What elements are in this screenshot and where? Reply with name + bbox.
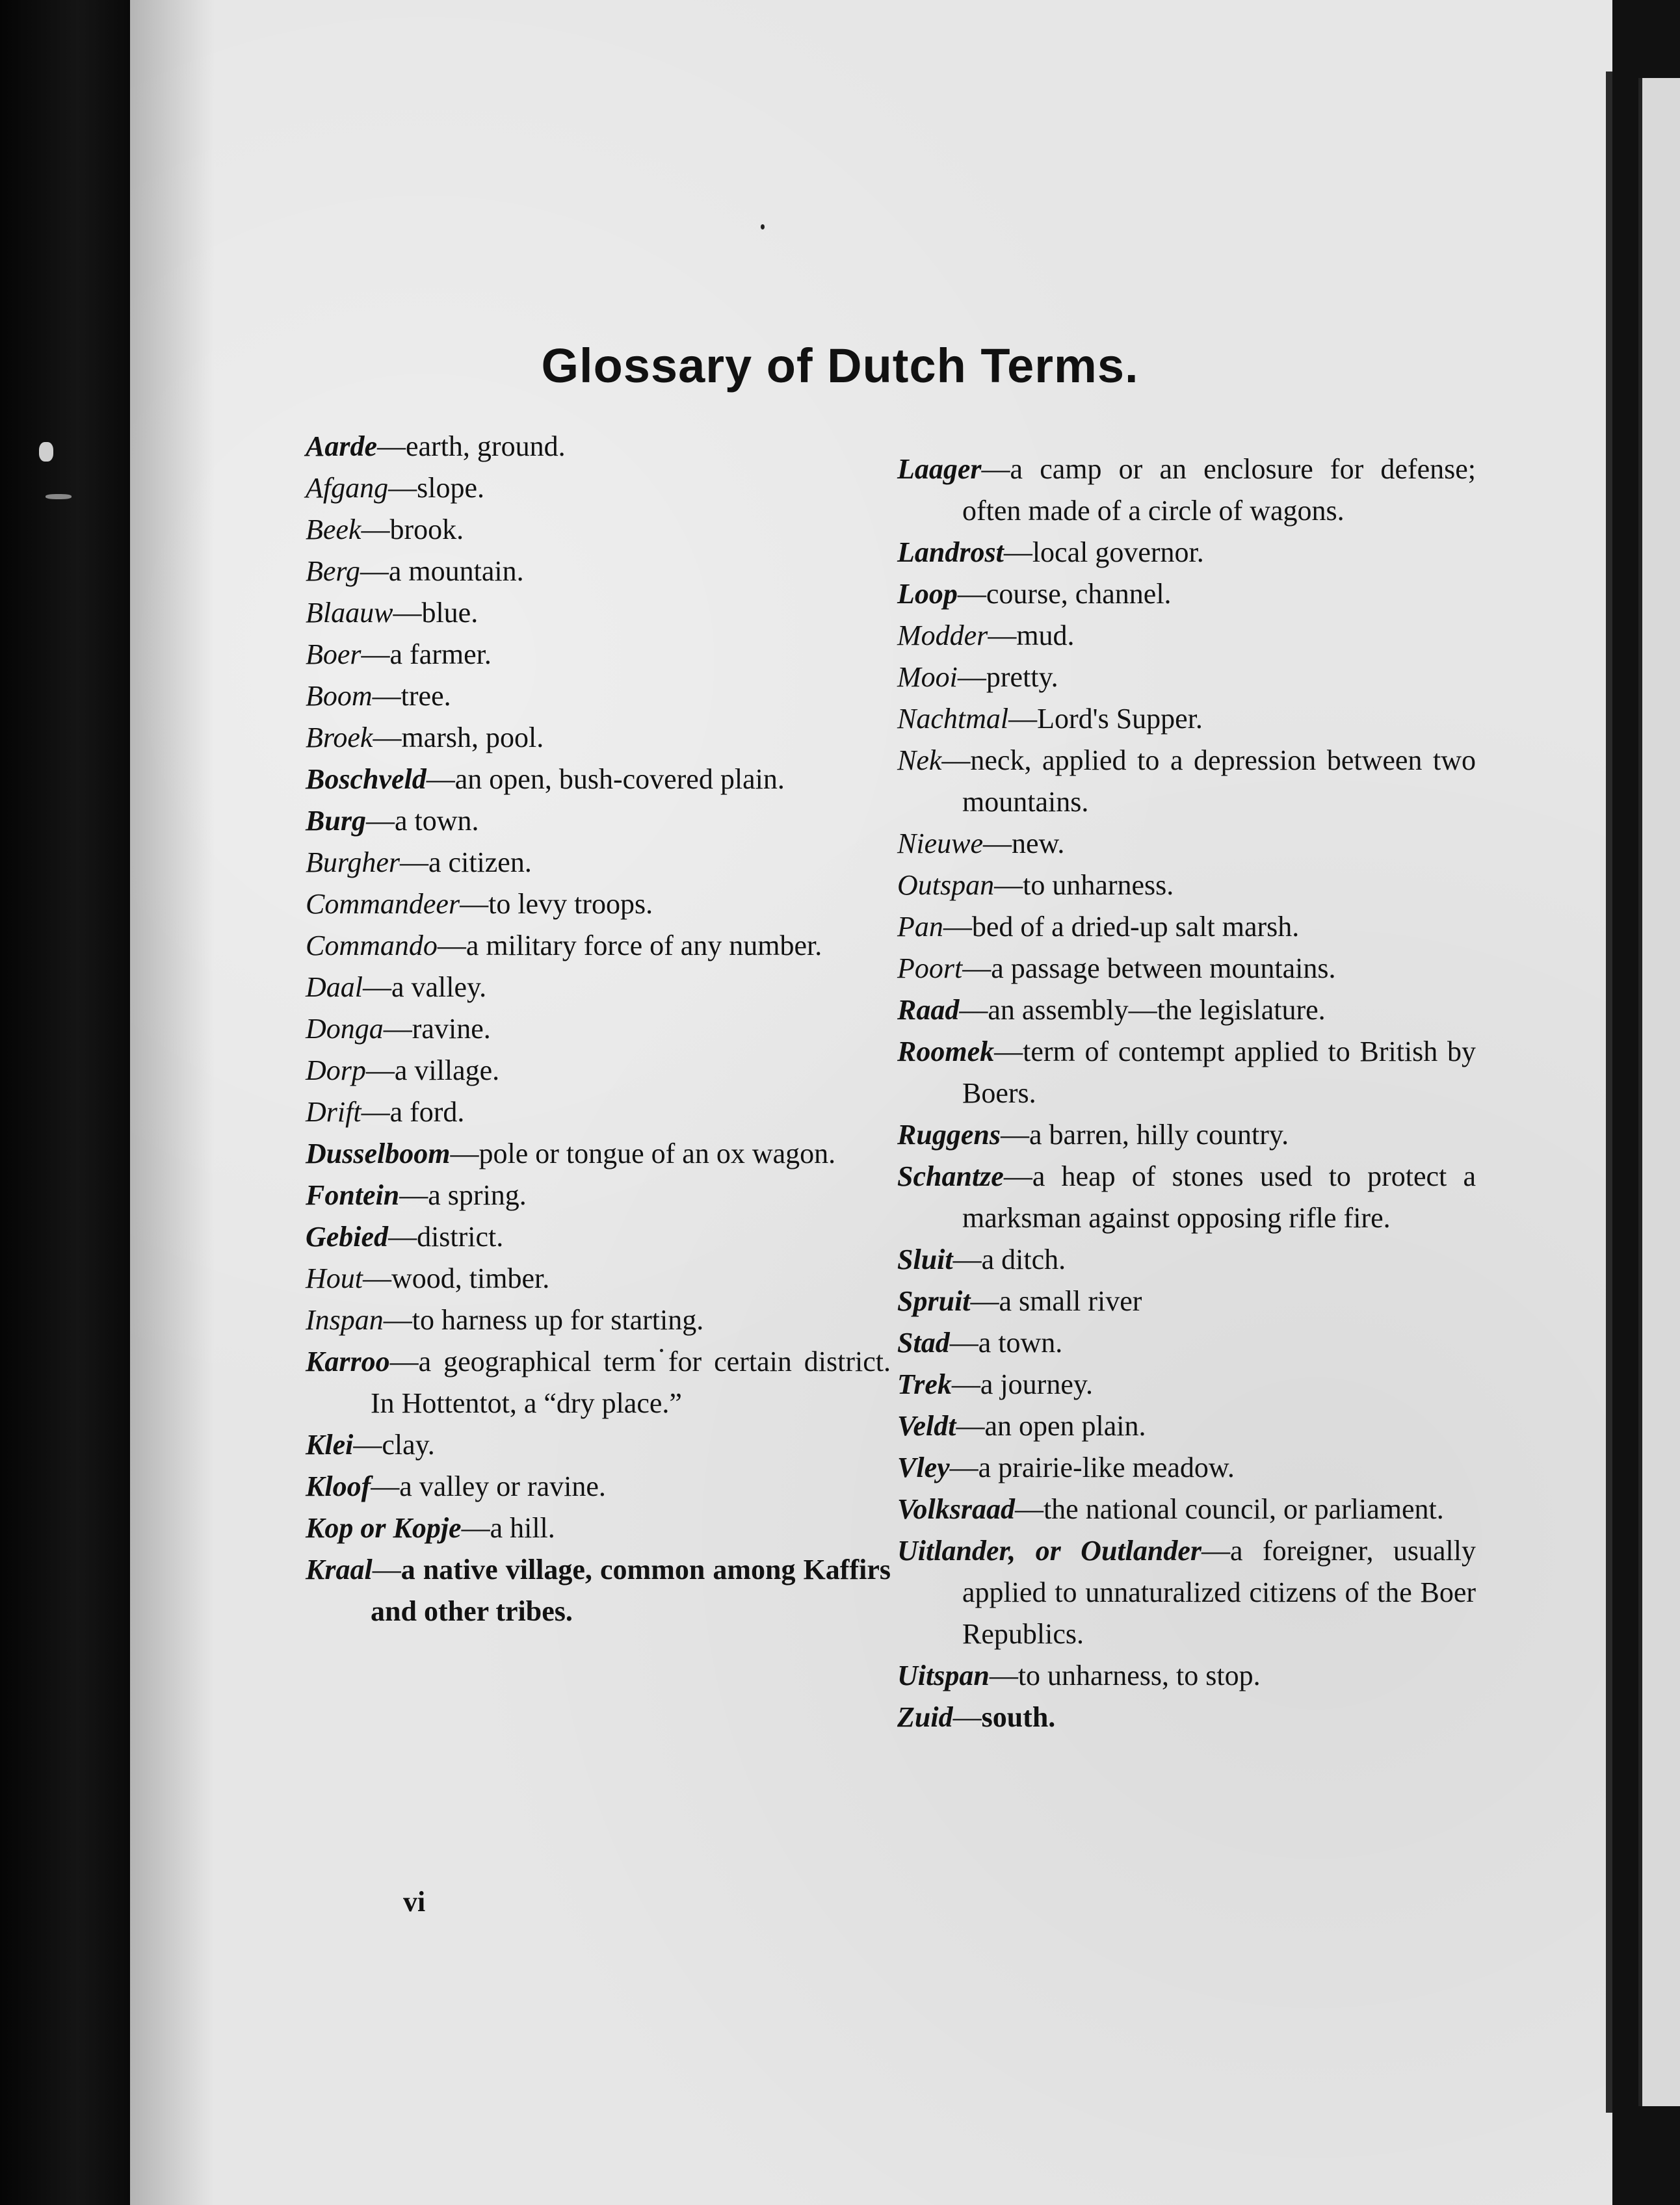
glossary-entry <box>306 1091 891 1133</box>
glossary-entry <box>897 948 1476 989</box>
entry-separator: — <box>389 1346 419 1377</box>
entry-separator: — <box>365 1054 395 1086</box>
binding-hole-mark <box>39 442 53 462</box>
entry-definition: course, channel. <box>986 578 1172 610</box>
entry-definition: wood, timber. <box>391 1262 550 1294</box>
entry-definition: a geographical term for certain district. In Hottentot, a “dry place.” <box>371 1346 891 1419</box>
entry-separator: — <box>388 1221 417 1253</box>
glossary-entry <box>897 1281 1476 1322</box>
entry-separator: — <box>941 744 971 776</box>
entry-definition: earth, ground. <box>406 430 566 462</box>
glossary-entry <box>897 1697 1476 1738</box>
glossary-entry <box>306 967 891 1008</box>
glossary-entry <box>306 1258 891 1299</box>
entry-definition: a farmer. <box>389 638 492 670</box>
entry-separator: — <box>361 1096 390 1128</box>
entry-definition: a town. <box>394 805 479 837</box>
glossary-entry <box>897 1530 1476 1655</box>
entry-definition: bed of a dried-up salt marsh. <box>971 911 1300 943</box>
entry-term: Klei <box>306 1429 354 1461</box>
entry-separator: — <box>400 846 429 878</box>
entry-definition: to unharness, to stop. <box>1017 1660 1261 1691</box>
entry-separator: — <box>365 805 395 837</box>
glossary-entry <box>897 1447 1476 1489</box>
entry-separator: — <box>970 1285 999 1317</box>
entry-definition: a prairie-like meadow. <box>978 1452 1235 1483</box>
entry-definition: district. <box>417 1221 504 1253</box>
glossary-entry <box>306 1424 891 1466</box>
entry-separator: — <box>1201 1535 1230 1567</box>
entry-term: Kraal <box>306 1554 373 1585</box>
entry-term: Veldt <box>897 1410 956 1442</box>
glossary-entry <box>306 1341 891 1424</box>
entry-separator: — <box>981 453 1010 485</box>
entry-term: Kop or Kopje <box>306 1512 462 1544</box>
entry-separator: — <box>377 430 406 462</box>
entry-term: Inspan <box>306 1304 384 1336</box>
entry-definition: a heap of stones used to protect a marksman against opposing rifle fire. <box>962 1160 1476 1234</box>
entry-term: Landrost <box>897 536 1004 568</box>
glossary-entry <box>306 759 891 800</box>
glossary-entry <box>306 925 891 967</box>
entry-separator: — <box>363 1262 391 1294</box>
glossary-entry <box>897 657 1476 698</box>
entry-term: Schantze <box>897 1160 1004 1192</box>
glossary-entry <box>897 865 1476 906</box>
glossary-entry <box>306 675 891 717</box>
entry-separator: — <box>426 763 455 795</box>
glossary-entry <box>306 426 891 467</box>
entry-separator: — <box>949 1452 978 1483</box>
entry-separator: — <box>360 555 389 587</box>
entry-separator: — <box>461 1512 490 1544</box>
entry-separator: — <box>1003 536 1032 568</box>
entry-term: Commandeer <box>306 888 460 920</box>
entry-separator: — <box>388 472 417 504</box>
entry-term: Hout <box>306 1262 363 1294</box>
glossary-entry <box>306 1299 891 1341</box>
entry-separator: — <box>373 722 402 753</box>
entry-separator: — <box>372 680 401 712</box>
entry-separator: — <box>1008 703 1038 735</box>
entry-separator: — <box>994 1036 1023 1067</box>
glossary-entry <box>897 1239 1476 1281</box>
glossary-right-column <box>897 449 1476 1738</box>
entry-term: Berg <box>306 555 360 587</box>
entry-separator: — <box>361 514 390 545</box>
entry-term: Aarde <box>306 430 377 462</box>
entry-separator: — <box>450 1138 479 1169</box>
entry-separator: — <box>962 952 991 984</box>
glossary-entry <box>897 1405 1476 1447</box>
entry-separator: — <box>949 1327 978 1359</box>
entry-term: Commando <box>306 930 438 961</box>
entry-definition: a hill. <box>490 1512 555 1544</box>
entry-term: Modder <box>897 620 988 651</box>
entry-definition: a village. <box>394 1054 500 1086</box>
entry-separator: — <box>994 869 1023 901</box>
entry-term: Fontein <box>306 1179 400 1211</box>
glossary-entry <box>897 1655 1476 1697</box>
entry-term: Burgher <box>306 846 400 878</box>
entry-term: Boschveld <box>306 763 427 795</box>
glossary-entry <box>306 1466 891 1507</box>
glossary-entry <box>306 1549 891 1632</box>
glossary-entry <box>306 800 891 842</box>
entry-term: Poort <box>897 952 963 984</box>
entry-separator: — <box>956 1410 985 1442</box>
entry-definition: marsh, pool. <box>401 722 544 753</box>
entry-definition: a small river <box>999 1285 1142 1317</box>
entry-separator: — <box>437 930 466 961</box>
entry-definition: to harness up for starting. <box>412 1304 704 1336</box>
glossary-entry <box>897 698 1476 740</box>
entry-definition: an open plain. <box>984 1410 1146 1442</box>
entry-definition: a passage between mountains. <box>991 952 1336 984</box>
entry-separator: — <box>943 911 972 943</box>
glossary-left-column <box>306 426 891 1632</box>
entry-definition: a valley or ravine. <box>399 1470 606 1502</box>
entry-definition: a barren, hilly country. <box>1029 1119 1289 1151</box>
entry-separator: — <box>361 638 390 670</box>
entry-term: Drift <box>306 1096 361 1128</box>
entry-term: Afgang <box>306 472 389 504</box>
glossary-entry <box>897 989 1476 1031</box>
entry-term: Outspan <box>897 869 995 901</box>
glossary-entry <box>306 1050 891 1091</box>
entry-term: Gebied <box>306 1221 389 1253</box>
entry-term: Blaauw <box>306 597 393 629</box>
entry-separator: — <box>952 1701 982 1733</box>
entry-definition: a ford. <box>389 1096 465 1128</box>
entry-term: Dusselboom <box>306 1138 451 1169</box>
glossary-entry <box>306 592 891 634</box>
entry-term: Sluit <box>897 1244 953 1275</box>
entry-term: Pan <box>897 911 943 943</box>
entry-definition: a foreigner, usually applied to unnaturalized citizens of the Boer Republics. <box>962 1535 1476 1650</box>
entry-definition: slope. <box>417 472 484 504</box>
glossary-entry <box>306 842 891 883</box>
entry-term: Beek <box>306 514 361 545</box>
entry-term: Spruit <box>897 1285 971 1317</box>
scan-background-left <box>0 0 130 2205</box>
entry-term: Nek <box>897 744 942 776</box>
glossary-entry <box>306 1216 891 1258</box>
entry-term: Nachtmal <box>897 703 1009 735</box>
entry-definition: a ditch. <box>981 1244 1066 1275</box>
glossary-entry <box>897 615 1476 657</box>
entry-term: Broek <box>306 722 373 753</box>
entry-term: Nieuwe <box>897 828 983 859</box>
glossary-entry <box>306 1175 891 1216</box>
entry-separator: — <box>957 661 986 693</box>
glossary-entry <box>897 740 1476 823</box>
glossary-entry <box>306 1507 891 1549</box>
entry-term: Stad <box>897 1327 950 1359</box>
entry-definition: ravine. <box>412 1013 491 1045</box>
entry-separator: — <box>353 1429 382 1461</box>
glossary-entry <box>897 1364 1476 1405</box>
page-number: vi <box>403 1886 426 1918</box>
glossary-entry <box>897 449 1476 532</box>
entry-separator: — <box>460 888 489 920</box>
entry-separator: — <box>982 828 1012 859</box>
entry-term: Roomek <box>897 1036 995 1067</box>
entry-term: Dorp <box>306 1054 366 1086</box>
entry-definition: a journey. <box>980 1368 1093 1400</box>
entry-definition: the national council, or parliament. <box>1043 1493 1444 1525</box>
entry-definition: an assembly—the legislature. <box>988 994 1326 1026</box>
page-title: Glossary of Dutch Terms. <box>541 339 1139 393</box>
entry-term: Ruggens <box>897 1119 1001 1151</box>
entry-term: Burg <box>306 805 366 837</box>
entry-definition: a native village, common among Kaffirs and other tribes. <box>371 1554 891 1627</box>
entry-separator: — <box>989 1660 1018 1691</box>
glossary-entry <box>897 532 1476 573</box>
glossary-entry <box>897 1031 1476 1114</box>
glossary-entry <box>897 573 1476 615</box>
entry-term: Mooi <box>897 661 958 693</box>
entry-definition: an open, bush-covered plain. <box>454 763 785 795</box>
entry-separator: — <box>951 1368 980 1400</box>
entry-term: Zuid <box>897 1701 953 1733</box>
entry-definition: a camp or an enclosure for defense; often made of a circle of wagons. <box>962 453 1476 527</box>
glossary-entry <box>306 1133 891 1175</box>
binding-hole-mark <box>46 494 72 499</box>
page-gutter-shadow <box>130 0 215 2205</box>
entry-definition: blue. <box>421 597 479 629</box>
entry-definition: new. <box>1011 828 1065 859</box>
entry-separator: — <box>393 597 422 629</box>
entry-separator: — <box>959 994 988 1026</box>
entry-separator: — <box>383 1013 412 1045</box>
entry-separator: — <box>383 1304 412 1336</box>
ink-speck <box>761 224 765 229</box>
entry-definition: tree. <box>400 680 451 712</box>
entry-definition: to unharness. <box>1023 869 1174 901</box>
entry-separator: — <box>1003 1160 1032 1192</box>
entry-definition: a valley. <box>391 971 487 1003</box>
entry-term: Volksraad <box>897 1493 1015 1525</box>
entry-term: Raad <box>897 994 960 1026</box>
entry-definition: a citizen. <box>428 846 532 878</box>
entry-separator: — <box>952 1244 982 1275</box>
entry-definition: term of contempt applied to British by Boers. <box>962 1036 1476 1109</box>
entry-definition: a military force of any number. <box>466 930 822 961</box>
glossary-entry <box>306 467 891 509</box>
entry-term: Trek <box>897 1368 952 1400</box>
glossary-entry <box>897 1114 1476 1156</box>
entry-definition: pretty. <box>986 661 1058 693</box>
glossary-entry <box>306 509 891 551</box>
glossary-entry <box>897 906 1476 948</box>
entry-term: Vley <box>897 1452 950 1483</box>
entry-term: Donga <box>306 1013 384 1045</box>
glossary-entry <box>306 634 891 675</box>
entry-separator: — <box>1014 1493 1043 1525</box>
entry-definition: a town. <box>978 1327 1063 1359</box>
glossary-entry <box>306 883 891 925</box>
entry-separator: — <box>957 578 986 610</box>
entry-term: Loop <box>897 578 958 610</box>
entry-term: Uitlander, or Outlander <box>897 1535 1201 1567</box>
entry-definition: a spring. <box>428 1179 527 1211</box>
entry-term: Daal <box>306 971 363 1003</box>
entry-definition: neck, applied to a depression between two mountains. <box>962 744 1476 818</box>
entry-definition: mud. <box>1016 620 1075 651</box>
glossary-entry <box>897 823 1476 865</box>
entry-separator: — <box>988 620 1017 651</box>
entry-term: Kloof <box>306 1470 371 1502</box>
entry-definition: Lord's Supper. <box>1037 703 1203 735</box>
glossary-entry <box>897 1489 1476 1530</box>
entry-definition: to levy troops. <box>488 888 653 920</box>
entry-term: Boer <box>306 638 361 670</box>
entry-term: Laager <box>897 453 982 485</box>
glossary-entry <box>306 717 891 759</box>
entry-definition: clay. <box>382 1429 435 1461</box>
entry-separator: — <box>363 971 391 1003</box>
entry-term: Karroo <box>306 1346 390 1377</box>
glossary-entry <box>306 551 891 592</box>
entry-definition: brook. <box>389 514 464 545</box>
entry-separator: — <box>371 1470 400 1502</box>
glossary-entry <box>897 1156 1476 1239</box>
glossary-entry <box>306 1008 891 1050</box>
entry-separator: — <box>399 1179 428 1211</box>
entry-definition: pole or tongue of an ox wagon. <box>479 1138 836 1169</box>
entry-separator: — <box>372 1554 401 1585</box>
glossary-entry <box>897 1322 1476 1364</box>
entry-definition: south. <box>981 1701 1056 1733</box>
entry-separator: — <box>1000 1119 1029 1151</box>
entry-term: Boom <box>306 680 373 712</box>
entry-definition: local governor. <box>1032 536 1204 568</box>
entry-term: Uitspan <box>897 1660 990 1691</box>
entry-definition: a mountain. <box>388 555 524 587</box>
